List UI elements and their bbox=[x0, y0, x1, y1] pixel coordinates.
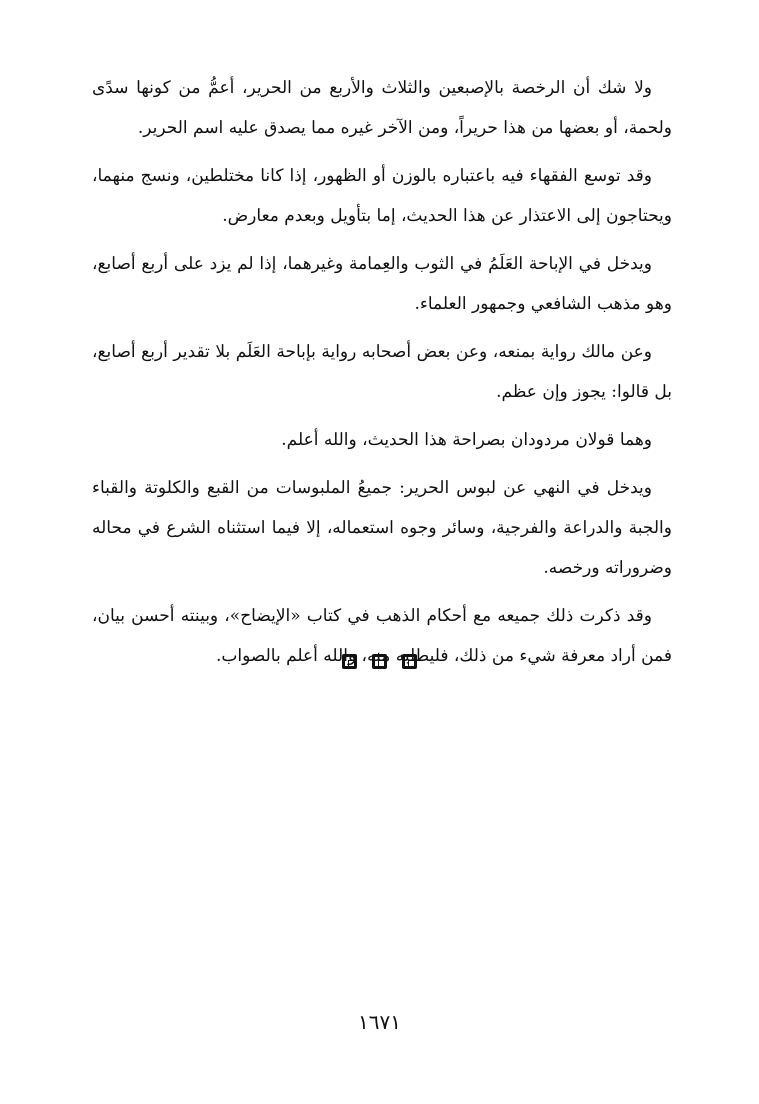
page-number: ١٦٧١ bbox=[358, 1010, 401, 1034]
paragraph-silk-license: ولا شك أن الرخصة بالإصبعين والثلاث والأربع من الحرير، أعمُّ من كونها سدًى ولحمة، أو بعضها من هذا حريراً، ومن الآخر غيره مما يصدق عليه اسم الحرير. bbox=[92, 78, 672, 138]
paragraph-alam-permission: ويدخل في الإباحة العَلَمُ في الثوب والعِمامة وغيرهما، إذا لم يزد على أربع أصابع، وهو مذهب الشافعي وجمهور العلماء. bbox=[92, 254, 672, 314]
square-ornament-icon bbox=[402, 654, 417, 669]
paragraph-jurists-expansion: وقد توسع الفقهاء فيه باعتباره بالوزن أو الظهور، إذا كانا مختلطين، ونسج منهما، ويحتاجون إلى الاعتذار عن هذا الحديث، إما بتأويل وبعدم معارض. bbox=[92, 166, 672, 226]
square-ornament-icon bbox=[372, 654, 387, 669]
paragraph-garments-prohibition: ويدخل في النهي عن لبوس الحرير: جميعُ الملبوسات من القبع والكلوتة والقباء والجبة والدراعة والفرجية، وسائر وجوه استعماله، إلا فيما استثناه الشرع في محاله وضروراته ورخصه. bbox=[92, 478, 672, 578]
paragraph-idah-reference: وقد ذكرت ذلك جميعه مع أحكام الذهب في كتاب «الإيضاح»، وبينته أحسن بيان، فمن أراد معرفة شيء من ذلك، فليطلبه منه، والله أعلم بالصواب. bbox=[92, 606, 672, 666]
section-end-ornament bbox=[0, 654, 759, 673]
paragraph-rejected-views: وهما قولان مردودان بصراحة هذا الحديث، والله أعلم. bbox=[281, 430, 652, 450]
paragraph-malik-narration: وعن مالك رواية بمنعه، وعن بعض أصحابه رواية بإباحة العَلَم بلا تقدير أربع أصابع، بل قالوا: يجوز وإن عظم. bbox=[92, 342, 672, 402]
square-ornament-icon bbox=[342, 654, 357, 669]
page-body bbox=[92, 68, 672, 684]
